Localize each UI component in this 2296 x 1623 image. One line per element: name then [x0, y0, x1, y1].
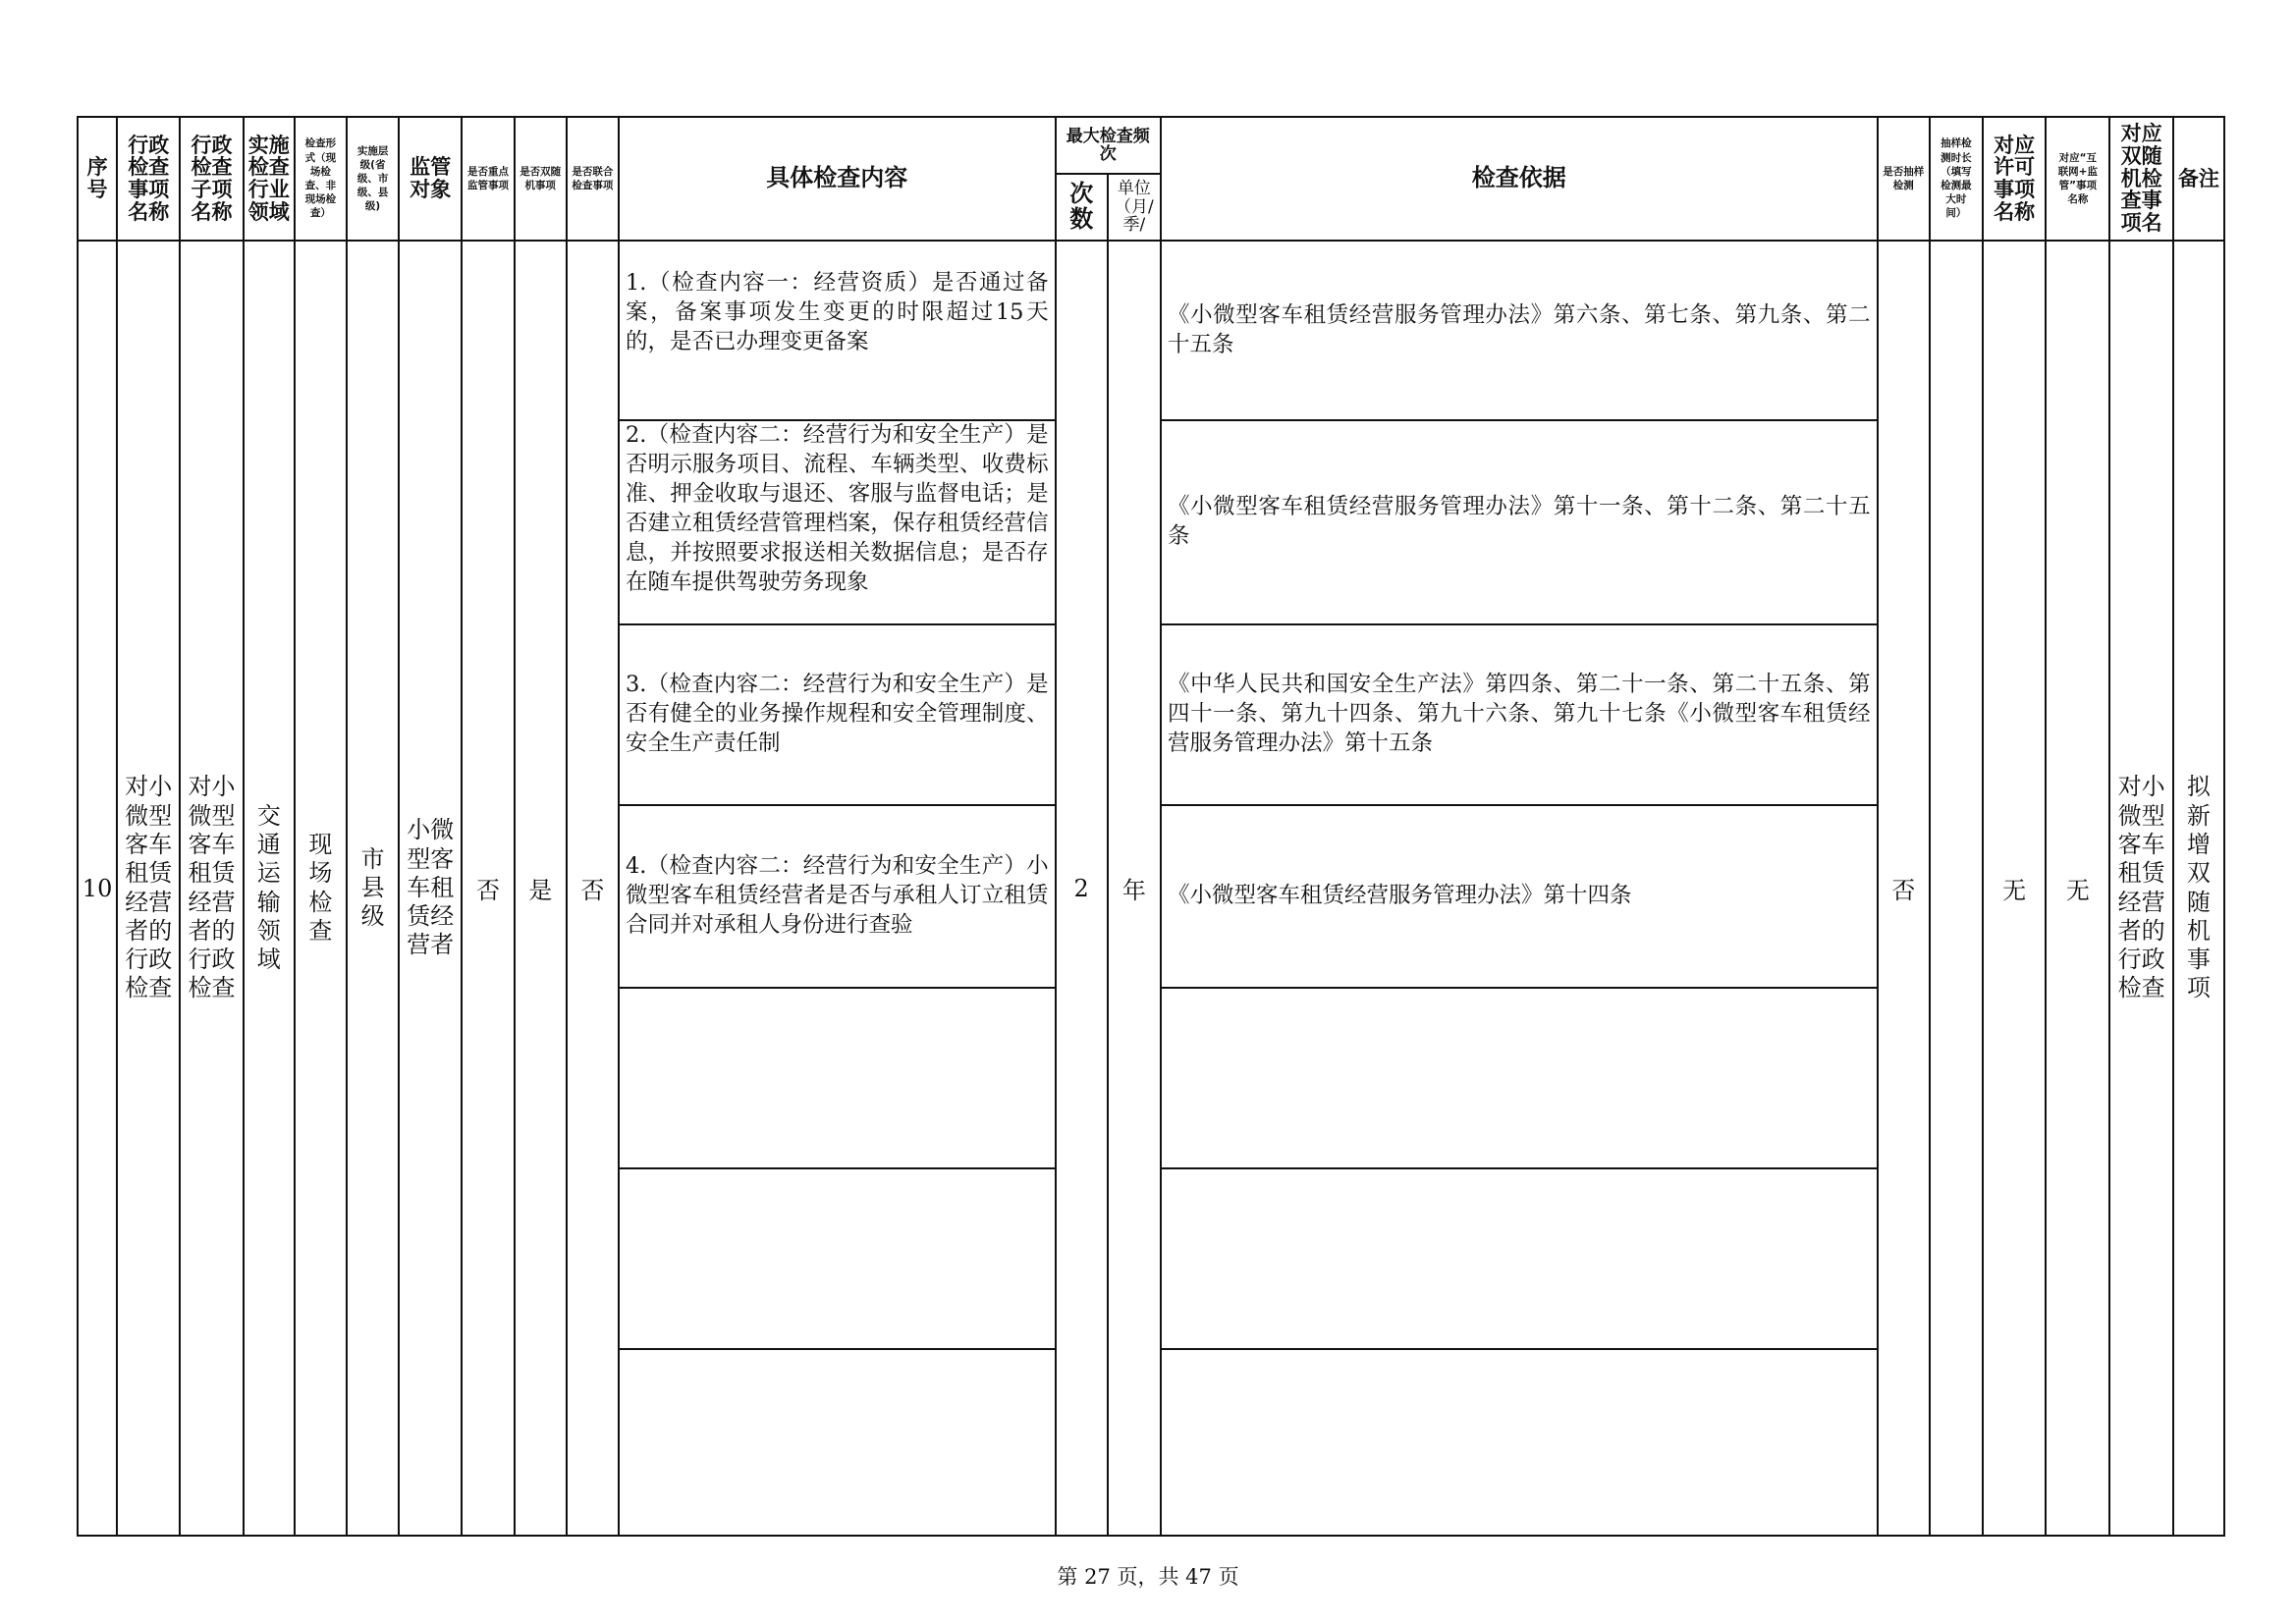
- cell-license: 无: [1983, 241, 2046, 1536]
- cell-unit: 年: [1108, 241, 1161, 1536]
- basis-item: [1162, 1169, 1877, 1350]
- cell-key-supervision: 否: [462, 241, 514, 1536]
- header-max-freq: 最大检查频次: [1056, 117, 1161, 174]
- data-row-10: [78, 241, 2224, 1536]
- content-item: 3.（检查内容二：经营行为和安全生产）是否有健全的业务操作规程和安全管理制度、安全生产责任制: [620, 625, 1055, 806]
- cell-remark: 拟新增双随机事项: [2173, 241, 2224, 1536]
- cell-internet: 无: [2046, 241, 2109, 1536]
- content-item: [620, 1169, 1055, 1350]
- header-unit: 单位（月/季/: [1108, 174, 1161, 241]
- header-item-name: 行政检查事项名称: [117, 117, 180, 241]
- header-check-form: 检查形式（现场检查、非现场检查）: [295, 117, 347, 241]
- basis-item: 《中华人民共和国安全生产法》第四条、第二十一条、第二十五条、第四十一条、第九十四条、第九十六条、第九十七条《小微型客车租赁经营服务管理办法》第十五条: [1162, 625, 1877, 806]
- cell-seq: 10: [78, 241, 117, 1536]
- header-target: 监管对象: [399, 117, 462, 241]
- header-level: 实施层级(省级、市级、县级): [347, 117, 399, 241]
- cell-target: 小微型客车租赁经营者: [399, 241, 462, 1536]
- basis-item: [1162, 1350, 1877, 1535]
- header-times: 次数: [1056, 174, 1108, 241]
- basis-item: [1162, 989, 1877, 1169]
- content-item: [620, 989, 1055, 1169]
- header-remark: 备注: [2173, 117, 2224, 241]
- header-joint: 是否联合检查事项: [567, 117, 619, 241]
- basis-item: 《小微型客车租赁经营服务管理办法》第十四条: [1162, 806, 1877, 989]
- basis-item: 《小微型客车租赁经营服务管理办法》第十一条、第十二条、第二十五条: [1162, 421, 1877, 625]
- header-double-random: 对应双随机检查事项名: [2109, 117, 2172, 241]
- cell-sampling-time: [1930, 241, 1983, 1536]
- cell-level: 市县级: [347, 241, 399, 1536]
- header-key-supervision: 是否重点监管事项: [462, 117, 514, 241]
- cell-times: 2: [1056, 241, 1108, 1536]
- cell-joint: 否: [567, 241, 619, 1536]
- header-row-1: [78, 117, 2224, 174]
- content-item: 2.（检查内容二：经营行为和安全生产）是否明示服务项目、流程、车辆类型、收费标准、押金收取与退还、客服与监督电话；是否建立租赁经营管理档案，保存租赁经营信息，并按照要求报送相关数据信息；是否存在随车提供驾驶劳务现象: [620, 421, 1055, 625]
- cell-check-basis: [1161, 241, 1878, 1536]
- content-item: 4.（检查内容二：经营行为和安全生产）小微型客车租赁经营者是否与承租人订立租赁合同并对承租人身份进行查验: [620, 806, 1055, 989]
- cell-item-name: 对小微型客车租赁经营者的行政检查: [117, 241, 180, 1536]
- header-seq: 序号: [78, 117, 117, 241]
- cell-industry: 交通运输领域: [244, 241, 295, 1536]
- header-content: 具体检查内容: [619, 117, 1056, 241]
- header-sampling: 是否抽样检测: [1878, 117, 1930, 241]
- header-internet: 对应“互联网+监管”事项名称: [2046, 117, 2109, 241]
- inspection-table-frame: [77, 116, 2225, 1535]
- header-industry: 实施检查行业领域: [244, 117, 295, 241]
- content-item: [620, 1350, 1055, 1535]
- basis-item: 《小微型客车租赁经营服务管理办法》第六条、第七条、第九条、第二十五条: [1162, 242, 1877, 421]
- header-basis: 检查依据: [1161, 117, 1878, 241]
- cell-check-form: 现场检查: [295, 241, 347, 1536]
- header-sampling-time: 抽样检测时长（填写检测最大时间）: [1930, 117, 1983, 241]
- inspection-table: [77, 116, 2225, 1537]
- cell-sampling: 否: [1878, 241, 1930, 1536]
- content-item: 1.（检查内容一：经营资质）是否通过备案，备案事项发生变更的时限超过15天的，是否已办理变更备案: [620, 242, 1055, 421]
- page-number: 第 27 页，共 47 页: [1057, 1565, 1239, 1589]
- header-license: 对应许可事项名称: [1983, 117, 2046, 241]
- cell-random: 是: [515, 241, 567, 1536]
- header-subitem-name: 行政检查子项名称: [180, 117, 243, 241]
- cell-check-contents: [619, 241, 1056, 1536]
- header-random: 是否双随机事项: [515, 117, 567, 241]
- cell-subitem-name: 对小微型客车租赁经营者的行政检查: [180, 241, 243, 1536]
- cell-double-random: 对小微型客车租赁经营者的行政检查: [2109, 241, 2172, 1536]
